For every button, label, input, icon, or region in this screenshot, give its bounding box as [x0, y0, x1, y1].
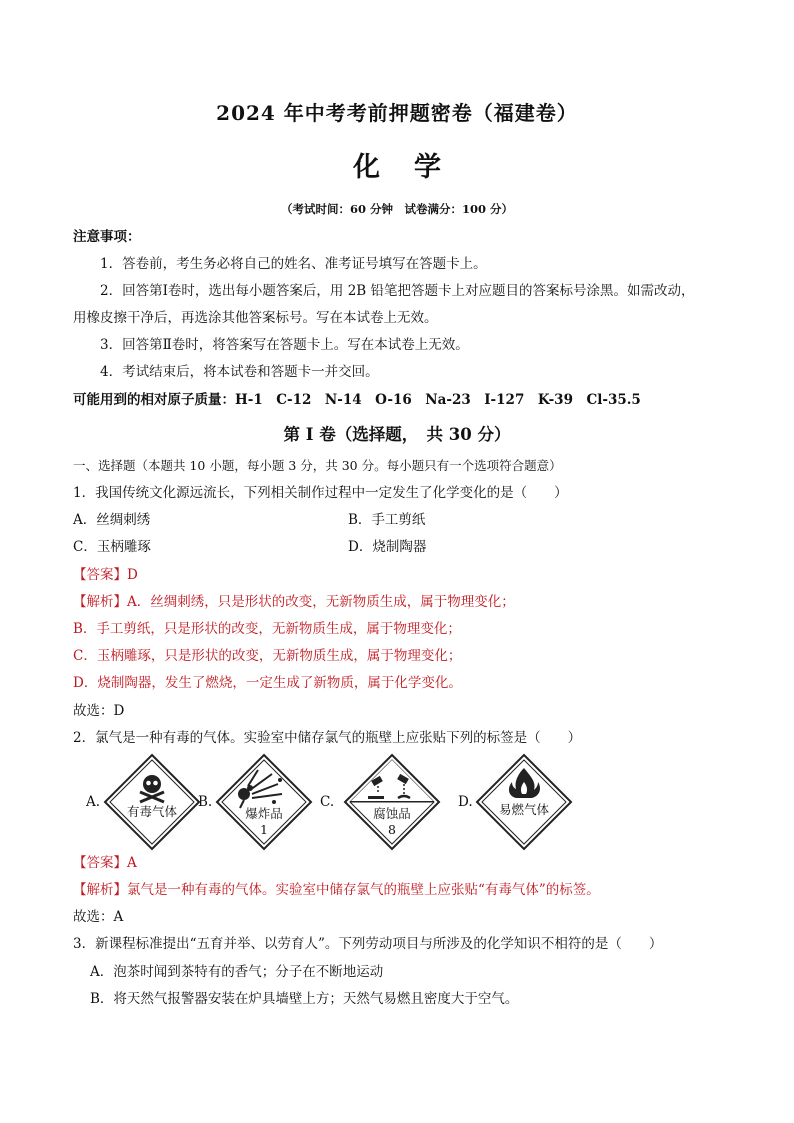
analysis-text: 氯气是一种有毒的气体。实验室中储存氯气的瓶壁上应张贴“有毒气体”的标签。 — [127, 882, 600, 898]
q2-option-c-letter: C. — [320, 794, 335, 810]
section-instructions: 一、选择题（本题共 10 小题，每小题 3 分，共 30 分。每小题只有一个选项符合题意） — [73, 458, 562, 473]
q1-option-a: A．丝绸刺绣 — [73, 512, 151, 528]
q3-stem: 3．新课程标准提出“五育并举、以劳育人”。下列劳动项目与所涉及的化学知识不相符的是（ ） — [73, 936, 663, 952]
q1-option-b: B．手工剪纸 — [348, 512, 426, 528]
notes-heading: 注意事项： — [73, 229, 141, 245]
analysis-label: 【解析】 — [73, 594, 127, 610]
q1-analysis-line — [73, 592, 723, 612]
note-item: 1．答卷前，考生务必将自己的姓名、准考证号填写在答题卡上。 — [100, 256, 487, 272]
exam-title: 2024 年中考考前押题密卷（福建卷） — [216, 101, 578, 125]
answer-value: D — [127, 567, 138, 583]
q1-analysis-line: B．手工剪纸，只是形状的改变，无新物质生成，属于物理变化； — [73, 621, 461, 637]
sign-label: 腐蚀品 — [373, 806, 411, 821]
q1-analysis-line: C．玉柄雕琢，只是形状的改变，无新物质生成，属于物理变化； — [73, 648, 462, 664]
subject-title: 化学 — [353, 152, 475, 183]
q3-option-a: A．泡茶时闻到茶特有的香气；分子在不断地运动 — [90, 964, 384, 980]
note-item: 3．回答第Ⅱ卷时，将答案写在答题卡上。写在本试卷上无效。 — [100, 337, 469, 353]
corrosion-icon — [342, 752, 442, 852]
analysis-label: 【解析】 — [73, 882, 127, 898]
q1-stem: 1．我国传统文化源远流长，下列相关制作过程中一定发生了化学变化的是（ ） — [73, 485, 568, 501]
q2-analysis — [73, 880, 723, 900]
atomic-masses: 可能用到的相对原子质量：H-1 C-12 N-14 O-16 Na-23 I-127 K-39 Cl-35.5 — [73, 392, 641, 408]
q1-option-c: C．玉柄雕琢 — [73, 539, 151, 555]
corrosive-sign — [342, 752, 442, 852]
answer-value: A — [127, 855, 137, 871]
explosion-icon — [214, 752, 314, 852]
q2-stem: 2．氯气是一种有毒的气体。实验室中储存氯气的瓶壁上应张贴下列的标签是（ ） — [73, 730, 582, 746]
analysis-text: A．丝绸刺绣，只是形状的改变，无新物质生成，属于物理变化； — [127, 594, 515, 610]
note-item-continued: 用橡皮擦干净后，再选涂其他答案标号。写在本试卷上无效。 — [73, 310, 438, 326]
toxic-gas-sign — [102, 752, 202, 852]
q1-option-d: D．烧制陶器 — [348, 539, 427, 555]
exam-info: （考试时间：60 分钟 试卷满分：100 分） — [280, 202, 513, 216]
q1-answer — [73, 565, 723, 585]
sign-class-number: 8 — [388, 822, 396, 837]
sign-label: 有毒气体 — [126, 804, 177, 819]
q2-option-a-letter: A. — [86, 794, 101, 810]
q2-option-b-letter: B. — [198, 794, 213, 810]
sign-label: 爆炸品 — [245, 806, 283, 821]
q2-conclusion: 故选：A — [73, 909, 124, 925]
q1-analysis-line: D．烧制陶器，发生了燃烧，一定生成了新物质，属于化学变化。 — [73, 675, 462, 691]
section-title: 第 I 卷（选择题， 共 30 分） — [283, 425, 511, 444]
sign-label: 易燃气体 — [498, 802, 549, 817]
q1-conclusion: 故选：D — [73, 703, 125, 719]
answer-label: 【答案】 — [73, 855, 127, 871]
note-item: 4．考试结束后，将本试卷和答题卡一并交回。 — [100, 364, 379, 380]
flammable-gas-sign — [474, 752, 574, 852]
q2-option-d-letter: D. — [458, 794, 473, 810]
answer-label: 【答案】 — [73, 567, 127, 583]
explosive-sign — [214, 752, 314, 852]
sign-class-number: 1 — [260, 822, 268, 837]
q3-option-b: B．将天然气报警器安装在炉具墙壁上方；天然气易燃且密度大于空气。 — [90, 991, 519, 1007]
note-item: 2．回答第Ⅰ卷时，选出每小题答案后，用 2B 铅笔把答题卡上对应题目的答案标号涂黑。如需改动， — [100, 283, 695, 299]
q2-answer — [73, 853, 723, 873]
